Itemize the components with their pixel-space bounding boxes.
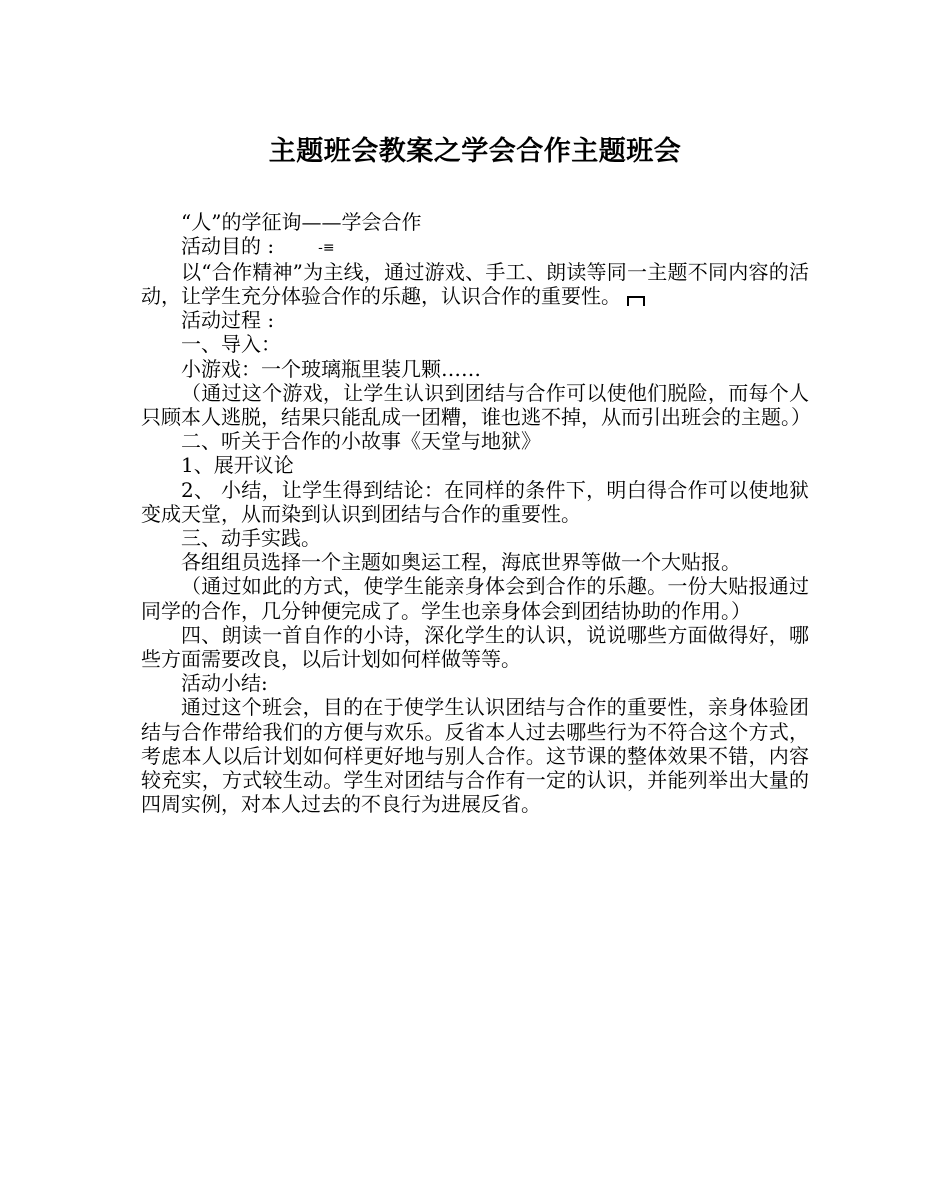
paragraph-poster: 各组组员选择一个主题如奥运工程，海底世界等做一个大贴报。 <box>181 550 741 575</box>
document-title: 主题班会教案之学会合作主题班会 <box>268 136 682 167</box>
paragraph-goal-text <box>141 260 809 308</box>
paragraph-summary-text: 通过这个班会，目的在于使学生认识团结与合作的重要性，亲身体验团结与合作带给我们的方便与欢乐。反省本人过去哪些行为不符合这个方式，考虑本人以后计划如何样更好地与别人合作。这节课的整体效果不错，内容较充实，方式较生动。学生对团结与合作有一定的认识，并能列举出大量的四周实例，对本人过去的不良行为进展反省。 <box>141 695 809 817</box>
paragraph-poster-note: （通过如此的方式，使学生能亲身体会到合作的乐趣。一份大贴报通过同学的合作，几分钟便完成了。学生也亲身体会到团结协助的作用。） <box>141 574 809 623</box>
paragraph-section-two: 二、听关于合作的小故事《天堂与地狱》 <box>181 429 541 454</box>
paragraph-summary-heading: 活动小结: <box>181 671 268 696</box>
paragraph-discussion: 1、展开议论 <box>181 453 294 478</box>
document-body <box>141 210 809 816</box>
goal-text: 以“合作精神”为主线，通过游戏、手工、朗读等同一主题不同内容的活动，让学生充分体验合作的乐趣，认识合作的重要性。 <box>141 259 809 308</box>
paragraph-game: 小游戏：一个玻璃瓶里装几颗…… <box>181 356 481 381</box>
goal-mark: -≡ <box>318 239 335 256</box>
bracket-mark-icon <box>627 296 645 306</box>
paragraph-section-four: 四、朗读一首自作的小诗，深化学生的认识，说说哪些方面做得好，哪些方面需要改良，以后计划如何样做等等。 <box>141 622 809 672</box>
goal-heading-text: 活动目的 : <box>181 234 275 259</box>
paragraph-section-one: 一、导入： <box>181 332 281 357</box>
paragraph-game-note: （通过这个游戏，让学生认识到团结与合作可以使他们脱险，而每个人只顾本人逃脱，结果只能乱成一团糟，谁也逃不掉，从而引出班会的主题。） <box>141 380 811 430</box>
paragraph-section-three: 三、动手实践。 <box>181 526 321 551</box>
paragraph-subtitle: “人”的学征询——学会合作 <box>181 210 422 234</box>
paragraph-goal-heading <box>141 234 809 260</box>
paragraph-process-heading: 活动过程 : <box>181 308 275 333</box>
paragraph-summary-point: 2、 小结，让学生得到结论：在同样的条件下，明白得合作可以使地狱变成天堂，从而染到认识到团结与合作的重要性。 <box>141 477 809 526</box>
